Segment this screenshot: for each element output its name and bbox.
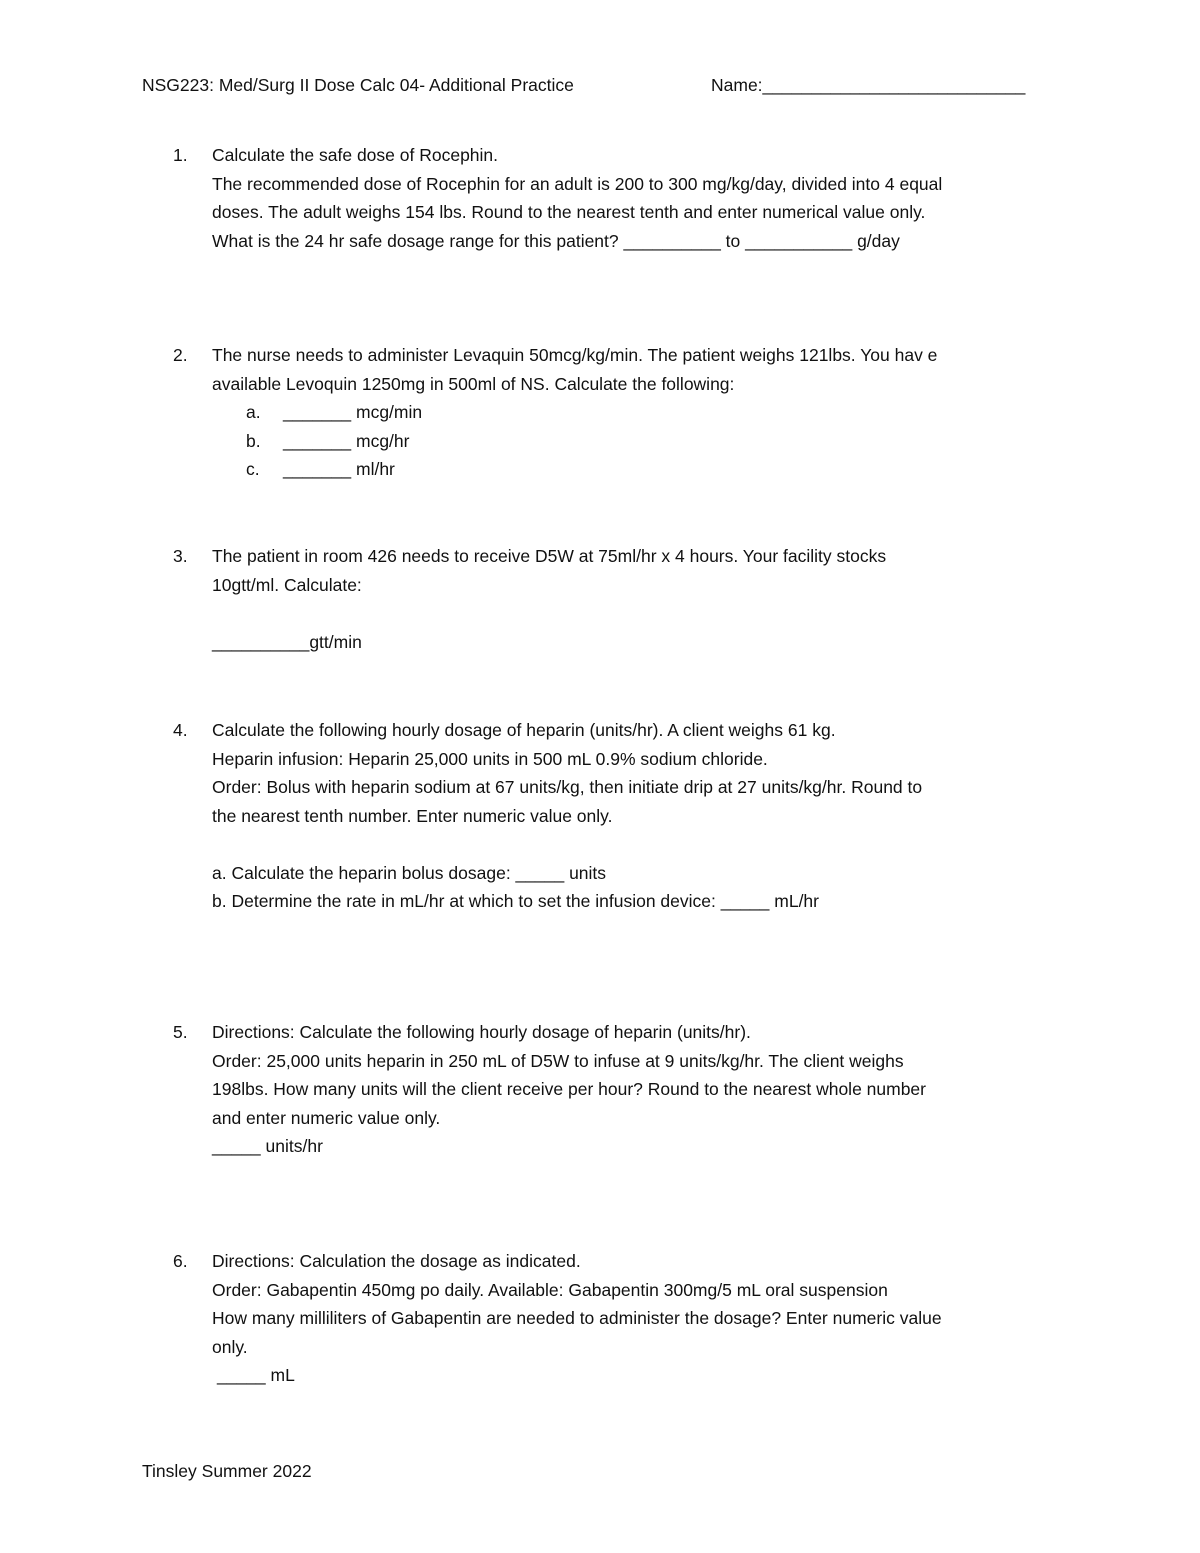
question-line: available Levoquin 1250mg in 500ml of NS. Calculate the following: [212, 373, 735, 394]
question-line: Order: Gabapentin 450mg po daily. Available: Gabapentin 300mg/5 mL oral suspension [212, 1279, 888, 1300]
question-line: How many milliliters of Gabapentin are needed to administer the dosage? Enter numeric value [212, 1308, 942, 1328]
question-part: b. Determine the rate in mL/hr at which to set the infusion device: _____ mL/hr [212, 891, 819, 911]
worksheet-title: NSG223: Med/Surg II Dose Calc 04- Additional Practice [142, 75, 574, 95]
question-line: Calculate the safe dose of Rocephin. [212, 145, 499, 165]
question-line: The nurse needs to administer Levaquin 50mcg/kg/min. The patient weighs 121lbs. You hav e [212, 345, 938, 365]
question-line: doses. The adult weighs 154 lbs. Round to the nearest tenth and enter numerical value only. [212, 202, 926, 222]
question-line: Order: 25,000 units heparin in 250 mL of D5W to infuse at 9 units/kg/hr. The client weighs [212, 1050, 904, 1071]
subitem-answer-blank: _______ mcg/hr [283, 430, 410, 451]
question-line: Calculate the following hourly dosage of heparin (units/hr). A client weighs 61 kg. [212, 720, 836, 740]
question-number: 2. [173, 345, 188, 365]
question-line: The patient in room 426 needs to receive D5W at 75ml/hr x 4 hours. Your facility stocks [212, 546, 887, 566]
subitem-c [212, 455, 1062, 484]
question-line: only. [212, 1336, 248, 1357]
question-line: the nearest tenth number. Enter numeric value only. [212, 805, 613, 826]
question-number: 1. [173, 145, 188, 165]
question-line: Heparin infusion: Heparin 25,000 units in 500 mL 0.9% sodium chloride. [212, 748, 768, 769]
question-number: 6. [173, 1251, 188, 1271]
question-number: 4. [173, 720, 188, 740]
answer-blank: _____ units/hr [212, 1136, 323, 1156]
subitem-answer-blank: _______ ml/hr [283, 459, 395, 479]
subitem-answer-blank: _______ mcg/min [283, 402, 423, 422]
footer-text: Tinsley Summer 2022 [142, 1461, 312, 1481]
question-line: and enter numeric value only. [212, 1107, 441, 1128]
subitem-b [212, 427, 1062, 456]
question-line: 198lbs. How many units will the client receive per hour? Round to the nearest whole number [212, 1079, 926, 1099]
question-line: The recommended dose of Rocephin for an adult is 200 to 300 mg/kg/day, divided into 4 equal [212, 173, 943, 194]
question-line: Order: Bolus with heparin sodium at 67 units/kg, then initiate drip at 27 units/kg/hr. Round to [212, 777, 923, 797]
subitem-a [212, 398, 1062, 427]
subitem-label: a. [246, 402, 261, 422]
question-number: 5. [173, 1022, 188, 1042]
question-line: What is the 24 hr safe dosage range for this patient? __________ to ___________ g/day [212, 230, 900, 251]
question-line: Directions: Calculate the following hourly dosage of heparin (units/hr). [212, 1022, 751, 1042]
subitem-label: c. [246, 459, 260, 479]
question-line: 10gtt/ml. Calculate: [212, 574, 362, 595]
answer-blank: _____ mL [217, 1365, 295, 1385]
answer-blank: __________gtt/min [212, 631, 362, 652]
question-part: a. Calculate the heparin bolus dosage: _____ units [212, 862, 607, 883]
subitem-label: b. [246, 430, 261, 451]
name-field: Name:___________________________ [711, 75, 1026, 95]
question-line: Directions: Calculation the dosage as indicated. [212, 1251, 581, 1271]
question-number: 3. [173, 546, 188, 566]
